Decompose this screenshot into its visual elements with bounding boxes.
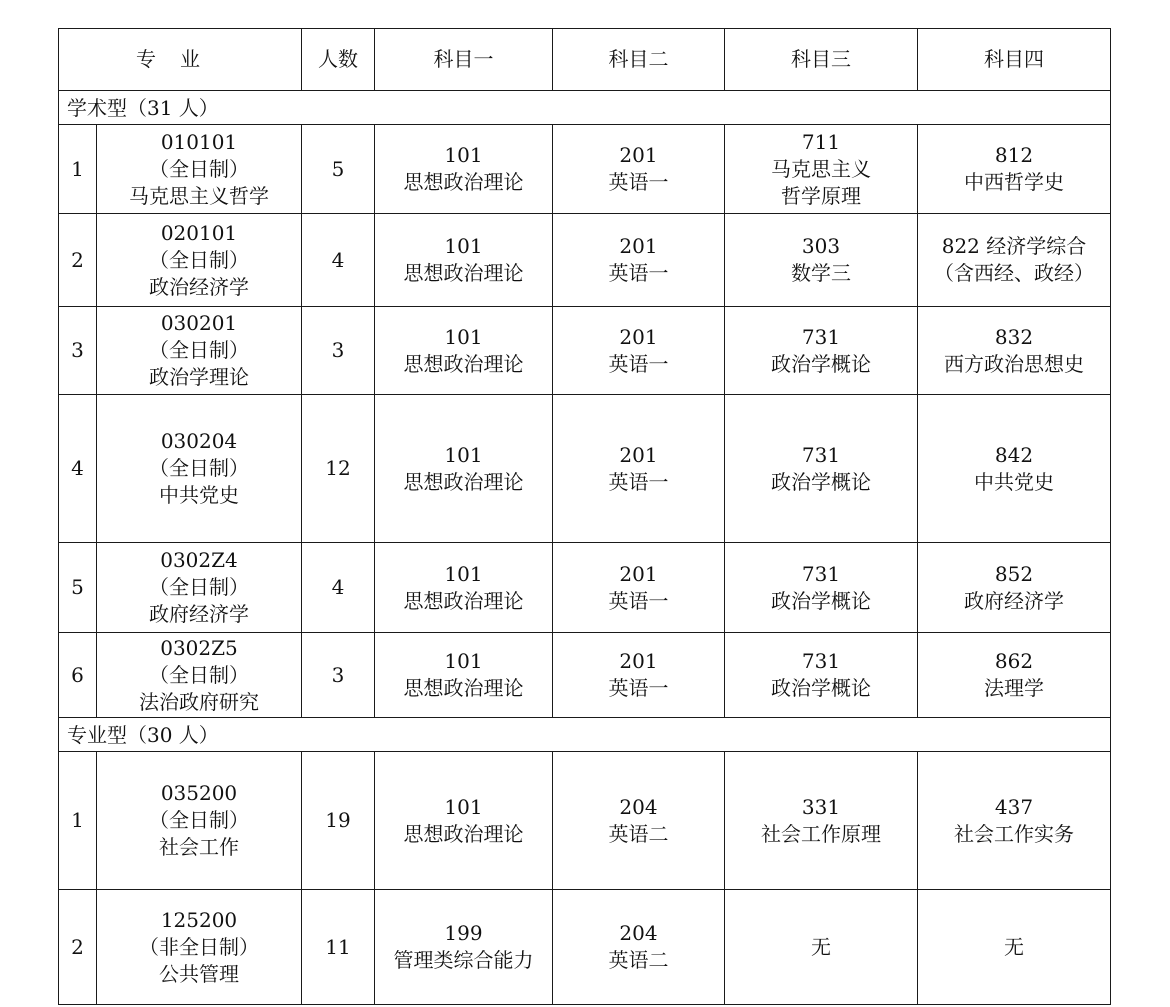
- subject3-cell: [725, 543, 918, 633]
- major-code: 030201: [160, 311, 238, 335]
- subject-name: 思想政治理论: [403, 469, 524, 494]
- subject-name: 政治学概论: [771, 676, 871, 700]
- subject1-cell: [375, 125, 553, 214]
- header-subject2: 科目二: [553, 29, 725, 91]
- subject-name: 思想政治理论: [403, 588, 524, 613]
- subject-name-line2: 哲学原理: [781, 183, 861, 208]
- subject-code: 842: [994, 442, 1034, 467]
- table-row: [59, 214, 1111, 307]
- subject4-cell: [918, 125, 1111, 214]
- subject4-cell: [918, 307, 1111, 395]
- subject-code: 331: [801, 794, 841, 819]
- major-name: 公共管理: [159, 961, 239, 986]
- major-code: 125200: [160, 907, 238, 932]
- subject-code: 731: [801, 442, 841, 467]
- subject-name: 英语一: [608, 170, 669, 194]
- subject-code: 711: [801, 129, 841, 154]
- major-code: 030204: [160, 429, 238, 453]
- header-subject1: 科目一: [375, 29, 553, 91]
- count-cell: 12: [302, 395, 375, 543]
- subject-name: 英语一: [608, 676, 669, 700]
- subject3-cell: [725, 890, 918, 1005]
- major-name: 政治经济学: [149, 274, 249, 299]
- subject1-cell: [375, 307, 553, 395]
- subject-code: 437: [994, 794, 1034, 819]
- subject1-cell: [375, 543, 553, 633]
- header-row: [59, 29, 1111, 91]
- subject1-cell: [375, 633, 553, 718]
- major-name: 政府经济学: [149, 602, 249, 626]
- subject4-cell: [918, 543, 1111, 633]
- subject-name: 马克思主义: [771, 156, 871, 181]
- row-index: 1: [59, 125, 97, 214]
- major-code: 035200: [160, 781, 238, 805]
- subject1-cell: [375, 752, 553, 890]
- subject-name: 中共党史: [974, 469, 1054, 494]
- subject-code: 832: [994, 324, 1034, 349]
- subject-name: 中西哲学史: [964, 170, 1064, 194]
- subject-name: 思想政治理论: [403, 261, 524, 285]
- row-index: 4: [59, 395, 97, 543]
- subject4-cell: [918, 752, 1111, 890]
- subject-code: 204: [619, 794, 658, 819]
- subject3-cell: [725, 125, 918, 214]
- subject-name: 社会工作实务: [954, 821, 1074, 846]
- major-code: 010101: [160, 129, 238, 154]
- subject-code: 812: [994, 143, 1034, 167]
- subject-name: 思想政治理论: [403, 821, 524, 846]
- study-mode: （全日制）: [149, 456, 249, 480]
- subject-name: 政治学概论: [771, 588, 871, 613]
- table-row: [59, 890, 1111, 1005]
- table-row: [59, 395, 1111, 543]
- subject-code: 101: [444, 234, 483, 258]
- row-index: 1: [59, 752, 97, 890]
- subject-code: 201: [619, 442, 658, 467]
- subject-code: 303: [801, 234, 841, 258]
- major-name: 法治政府研究: [139, 689, 259, 714]
- admission-table: [58, 28, 1111, 1005]
- subject-code: 731: [801, 561, 841, 586]
- subject-name: 英语一: [608, 588, 669, 613]
- table-row: [59, 543, 1111, 633]
- major-cell: [97, 307, 302, 395]
- major-code: 0302Z4: [160, 548, 238, 572]
- subject-code: 101: [444, 794, 483, 819]
- subject-code: 101: [444, 649, 483, 673]
- major-cell: [97, 890, 302, 1005]
- subject4-cell: [918, 395, 1111, 543]
- subject-name: 思想政治理论: [403, 351, 524, 376]
- subject4-cell: [918, 633, 1111, 718]
- count-cell: 11: [302, 890, 375, 1005]
- subject3-cell: [725, 752, 918, 890]
- subject2-cell: [553, 543, 725, 633]
- subject-name: 英语一: [608, 261, 669, 285]
- major-cell: [97, 125, 302, 214]
- subject2-cell: [553, 752, 725, 890]
- count-cell: 4: [302, 543, 375, 633]
- section-title: 专业型（30 人）: [59, 718, 1111, 752]
- subject1-cell: [375, 395, 553, 543]
- study-mode: （全日制）: [149, 156, 249, 181]
- subject-code: 101: [444, 324, 483, 349]
- major-name: 社会工作: [159, 835, 239, 859]
- major-code: 020101: [160, 220, 238, 245]
- subject1-cell: [375, 890, 553, 1005]
- subject-name: 政治学概论: [771, 469, 871, 494]
- subject2-cell: [553, 395, 725, 543]
- subject-name: 政治学概论: [771, 351, 871, 376]
- row-index: 3: [59, 307, 97, 395]
- table-row: [59, 752, 1111, 890]
- subject-code: 201: [619, 143, 658, 167]
- subject-name: 数学三: [791, 261, 851, 285]
- major-cell: [97, 633, 302, 718]
- subject-code: 731: [801, 649, 841, 673]
- count-cell: 3: [302, 633, 375, 718]
- major-name: 政治学理论: [149, 365, 249, 389]
- subject2-cell: [553, 890, 725, 1005]
- section-row-professional: [59, 718, 1111, 752]
- subject-name: 思想政治理论: [403, 676, 524, 700]
- section-row-academic: [59, 91, 1111, 125]
- subject-name: 政府经济学: [964, 588, 1064, 613]
- subject3-cell: [725, 395, 918, 543]
- table-row: [59, 125, 1111, 214]
- header-major: 专业: [59, 29, 302, 91]
- subject-name: 英语二: [608, 821, 669, 846]
- subject3-cell: [725, 633, 918, 718]
- major-cell: [97, 395, 302, 543]
- major-cell: [97, 543, 302, 633]
- subject-name: 无: [1004, 934, 1024, 959]
- subject-code: 201: [619, 324, 658, 349]
- study-mode: （非全日制）: [139, 934, 259, 959]
- count-cell: 4: [302, 214, 375, 307]
- study-mode: （全日制）: [149, 808, 249, 832]
- subject-code: 201: [619, 561, 658, 586]
- count-cell: 3: [302, 307, 375, 395]
- subject-name: 英语二: [608, 948, 669, 972]
- header-count: 人数: [302, 29, 375, 91]
- study-mode: （全日制）: [149, 247, 249, 272]
- section-title: 学术型（31 人）: [59, 91, 1111, 125]
- subject-code: 862: [994, 649, 1034, 673]
- row-index: 2: [59, 890, 97, 1005]
- subject1-cell: [375, 214, 553, 307]
- subject3-cell: [725, 214, 918, 307]
- subject-name: 法理学: [984, 676, 1044, 700]
- major-name: 马克思主义哲学: [129, 183, 269, 208]
- subject3-cell: [725, 307, 918, 395]
- subject-name: 英语一: [608, 351, 669, 376]
- subject2-cell: [553, 307, 725, 395]
- table-row: [59, 633, 1111, 718]
- subject-name: 西方政治思想史: [944, 351, 1084, 376]
- subject-name: 无: [811, 934, 831, 959]
- subject-name: （含西经、政经）: [934, 261, 1094, 285]
- study-mode: （全日制）: [149, 338, 249, 362]
- major-cell: [97, 752, 302, 890]
- subject-name: 思想政治理论: [403, 170, 524, 194]
- subject-code: 731: [801, 324, 841, 349]
- row-index: 6: [59, 633, 97, 718]
- subject-code: 101: [444, 442, 483, 467]
- major-cell: [97, 214, 302, 307]
- subject2-cell: [553, 214, 725, 307]
- count-cell: 5: [302, 125, 375, 214]
- subject-code: 204: [619, 921, 658, 945]
- row-index: 5: [59, 543, 97, 633]
- subject-code: 101: [444, 561, 483, 586]
- subject-code: 201: [619, 234, 658, 258]
- subject-code: 822 经济学综合: [941, 234, 1087, 258]
- subject-code: 101: [444, 143, 483, 167]
- subject-code: 199: [444, 921, 483, 945]
- study-mode: （全日制）: [149, 575, 249, 599]
- major-name: 中共党史: [159, 483, 239, 507]
- count-cell: 19: [302, 752, 375, 890]
- major-code: 0302Z5: [160, 635, 238, 660]
- subject2-cell: [553, 125, 725, 214]
- table-row: [59, 307, 1111, 395]
- subject-code: 201: [619, 649, 658, 673]
- row-index: 2: [59, 214, 97, 307]
- subject2-cell: [553, 633, 725, 718]
- header-subject4: 科目四: [918, 29, 1111, 91]
- subject-name: 英语一: [608, 469, 669, 494]
- subject-code: 852: [994, 561, 1034, 586]
- header-subject3: 科目三: [725, 29, 918, 91]
- subject4-cell: [918, 214, 1111, 307]
- subject-name: 管理类综合能力: [393, 948, 534, 972]
- subject-name: 社会工作原理: [761, 821, 881, 846]
- subject4-cell: [918, 890, 1111, 1005]
- study-mode: （全日制）: [149, 662, 249, 687]
